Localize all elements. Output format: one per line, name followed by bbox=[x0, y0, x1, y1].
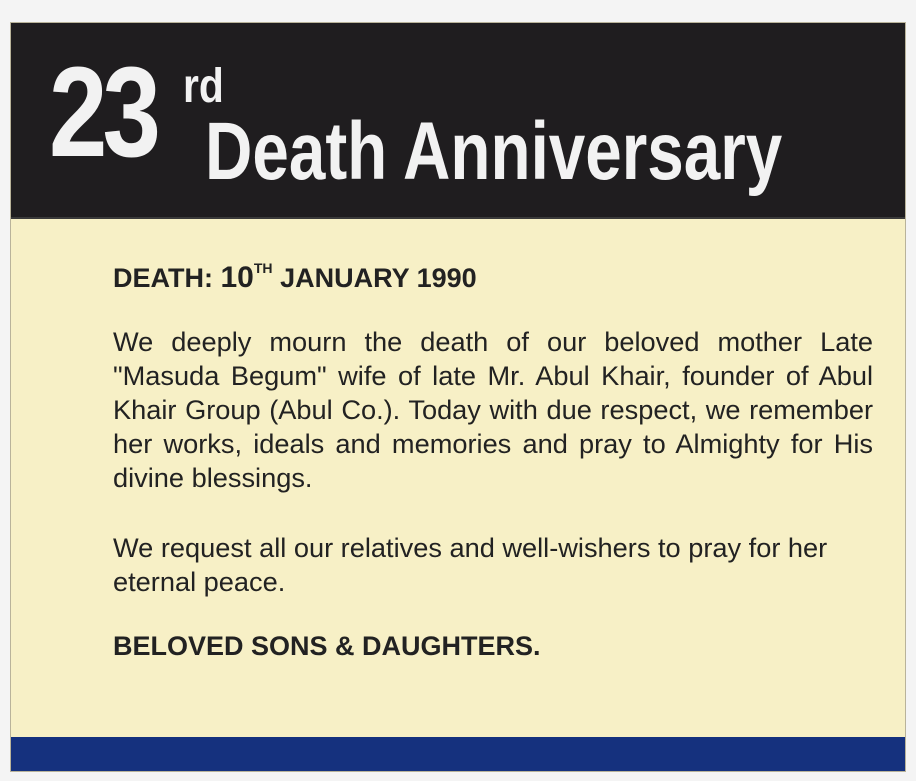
footer-bar bbox=[11, 737, 905, 771]
anniversary-title: Death Anniversary bbox=[205, 106, 783, 197]
death-day-suffix: TH bbox=[253, 260, 273, 276]
death-day: 10 bbox=[220, 261, 254, 294]
obituary-notice bbox=[10, 22, 906, 772]
death-date-line bbox=[113, 260, 873, 294]
mourning-paragraph: We deeply mourn the death of our beloved mother Late "Masuda Begum" wife of late Mr. Abul Khair, founder of Abul Khair Group (Abul Co.). Today with due respect, we remember her works, ideals and memories and pray to Almighty for His divine blessings. bbox=[113, 326, 873, 493]
notice-body bbox=[113, 260, 873, 661]
prayer-request-paragraph: We request all our relatives and well-wishers to pray for her eternal peace. bbox=[113, 532, 828, 597]
death-label: DEATH: bbox=[113, 263, 213, 293]
anniversary-number-suffix: rd bbox=[183, 60, 224, 113]
death-month-year: JANUARY 1990 bbox=[280, 263, 477, 293]
signoff: BELOVED SONS & DAUGHTERS. bbox=[113, 631, 541, 661]
anniversary-number: 23 bbox=[49, 41, 156, 184]
title-banner bbox=[11, 23, 905, 219]
